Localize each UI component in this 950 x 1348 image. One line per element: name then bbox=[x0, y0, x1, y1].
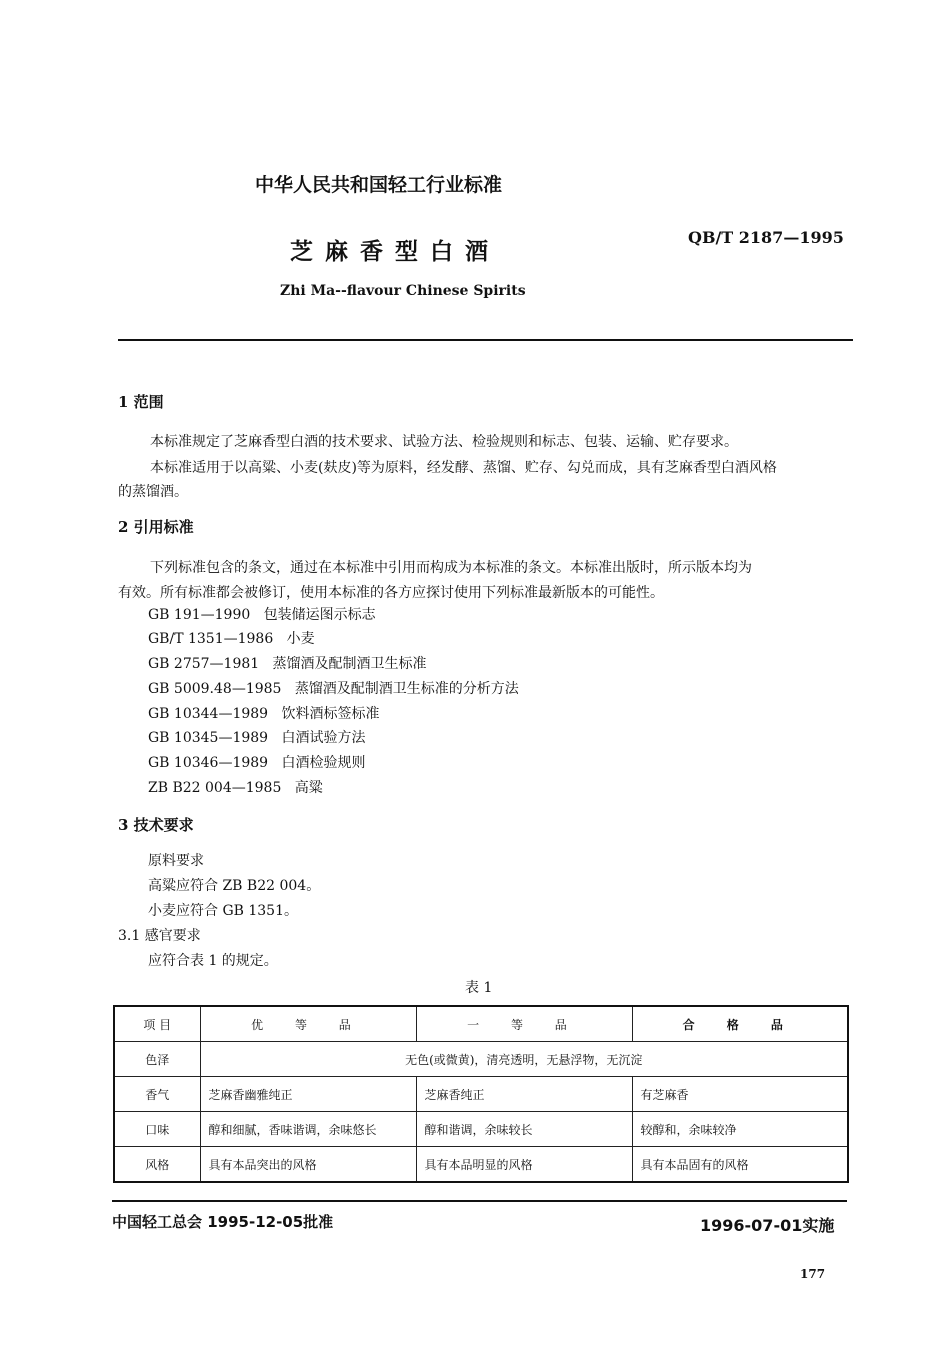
list-item bbox=[148, 703, 379, 723]
table-cell: 芝麻香纯正 bbox=[416, 1077, 632, 1112]
page-number: 177 bbox=[800, 1267, 826, 1281]
table-cell: 具有本品突出的风格 bbox=[200, 1147, 416, 1183]
footer-divider bbox=[112, 1200, 847, 1202]
industry-title: 中华人民共和国轻工行业标准 bbox=[255, 174, 503, 196]
table-cell: 具有本品明显的风格 bbox=[416, 1147, 632, 1183]
row-label: 口味 bbox=[114, 1112, 200, 1147]
section-3-1-text: 应符合表 1 的规定。 bbox=[148, 953, 278, 969]
list-item bbox=[148, 777, 323, 797]
reference-code: GB 2757—1981 bbox=[148, 656, 260, 672]
section-1-paragraph-1: 本标准规定了芝麻香型白酒的技术要求、试验方法、检验规则和标志、包装、运输、贮存要求。 bbox=[150, 434, 738, 450]
reference-code: ZB B22 004—1985 bbox=[148, 780, 282, 796]
reference-name: 蒸馏酒及配制酒卫生标准 bbox=[272, 656, 427, 672]
sensory-requirements-table bbox=[113, 1005, 849, 1183]
row-label: 风格 bbox=[114, 1147, 200, 1183]
sorghum-requirement: 高粱应符合 ZB B22 004。 bbox=[148, 878, 321, 894]
reference-name: 白酒试验方法 bbox=[281, 730, 366, 746]
table-row bbox=[114, 1077, 848, 1112]
table-row bbox=[114, 1112, 848, 1147]
list-item bbox=[148, 604, 376, 624]
reference-name: 高粱 bbox=[294, 780, 323, 796]
reference-code: GB 5009.48—1985 bbox=[148, 681, 282, 697]
section-2-heading: 2 引用标准 bbox=[118, 518, 194, 536]
row-label: 香气 bbox=[114, 1077, 200, 1112]
header-premium: 优 等 品 bbox=[200, 1006, 416, 1042]
section-1-heading: 1 范围 bbox=[118, 393, 164, 411]
list-item bbox=[148, 628, 315, 648]
section-1-paragraph-2-cont: 的蒸馏酒。 bbox=[118, 484, 188, 500]
table-cell: 较醇和，余味较净 bbox=[632, 1112, 848, 1147]
section-2-paragraph: 下列标准包含的条文，通过在本标准中引用而构成为本标准的条文。本标准出版时，所示版本均为 bbox=[150, 560, 752, 576]
list-item bbox=[148, 653, 427, 673]
header-first-grade: 一 等 品 bbox=[416, 1006, 632, 1042]
list-item bbox=[148, 678, 519, 698]
color-value: 无色(或微黄)，清亮透明，无悬浮物，无沉淀 bbox=[200, 1042, 848, 1077]
header-item: 项 目 bbox=[114, 1006, 200, 1042]
row-label: 色泽 bbox=[114, 1042, 200, 1077]
section-1-paragraph-2: 本标准适用于以高粱、小麦(麸皮)等为原料，经发酵、蒸馏、贮存、勾兑而成，具有芝麻香型白酒风格 bbox=[150, 460, 777, 476]
reference-name: 饮料酒标签标准 bbox=[281, 706, 380, 722]
implementation-date: 1996-07-01实施 bbox=[700, 1216, 835, 1235]
table-cell: 有芝麻香 bbox=[632, 1077, 848, 1112]
reference-code: GB 10345—1989 bbox=[148, 730, 269, 746]
section-3-heading: 3 技术要求 bbox=[118, 816, 194, 834]
table-cell: 醇和谐调，余味较长 bbox=[416, 1112, 632, 1147]
header-divider bbox=[118, 339, 853, 341]
reference-code: GB 191—1990 bbox=[148, 607, 251, 623]
table-row bbox=[114, 1042, 848, 1077]
list-item bbox=[148, 727, 365, 747]
standard-title-cn: 芝 麻 香 型 白 酒 bbox=[290, 239, 491, 265]
reference-name: 小麦 bbox=[286, 631, 315, 647]
standard-title-en: Zhi Ma--flavour Chinese Spirits bbox=[280, 283, 526, 299]
approval-line: 中国轻工总会 1995-12-05批准 bbox=[112, 1213, 334, 1231]
table-cell: 醇和细腻，香味谐调，余味悠长 bbox=[200, 1112, 416, 1147]
section-3-1-heading: 3.1 感官要求 bbox=[118, 928, 201, 944]
raw-material-heading: 原料要求 bbox=[148, 853, 204, 869]
table-row bbox=[114, 1147, 848, 1183]
table-cell: 芝麻香幽雅纯正 bbox=[200, 1077, 416, 1112]
reference-name: 包装储运图示标志 bbox=[263, 607, 376, 623]
reference-name: 蒸馏酒及配制酒卫生标准的分析方法 bbox=[294, 681, 519, 697]
table-header-row bbox=[114, 1006, 848, 1042]
header-qualified: 合 格 品 bbox=[632, 1006, 848, 1042]
reference-name: 白酒检验规则 bbox=[281, 755, 366, 771]
standard-number: QB/T 2187—1995 bbox=[688, 228, 844, 247]
wheat-requirement: 小麦应符合 GB 1351。 bbox=[148, 903, 299, 919]
section-2-paragraph-cont: 有效。所有标准都会被修订，使用本标准的各方应探讨使用下列标准最新版本的可能性。 bbox=[118, 585, 664, 601]
table-caption: 表 1 bbox=[465, 980, 493, 996]
reference-code: GB/T 1351—1986 bbox=[148, 631, 274, 647]
reference-code: GB 10346—1989 bbox=[148, 755, 269, 771]
table-cell: 具有本品固有的风格 bbox=[632, 1147, 848, 1183]
reference-code: GB 10344—1989 bbox=[148, 706, 269, 722]
list-item bbox=[148, 752, 365, 772]
